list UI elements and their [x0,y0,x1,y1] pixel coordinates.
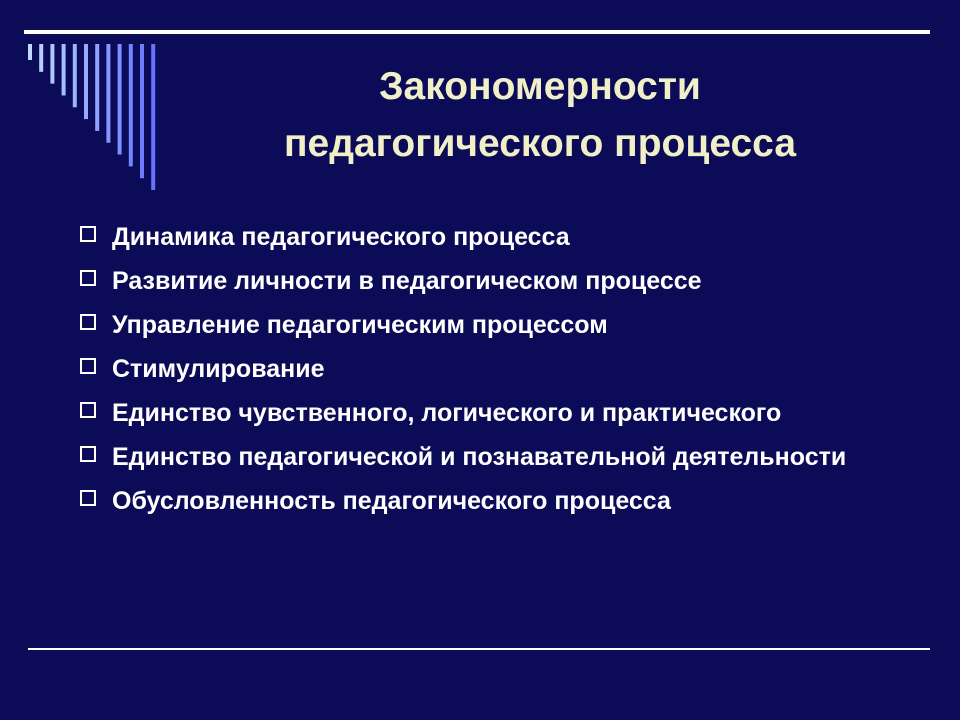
bullet-item [76,304,926,346]
decorative-stripe [129,44,133,166]
decorative-stripe [50,44,54,84]
decorative-stripe [106,44,110,143]
square-bullet-icon [80,226,96,242]
bullet-list [76,216,926,524]
square-bullet-icon [80,314,96,330]
bullet-text: Развитие личности в педагогическом процессе [112,267,702,295]
slide-title [150,58,930,172]
bullet-text: Динамика педагогического процесса [112,223,570,251]
bullet-text: Единство чувственного, логического и практического [112,399,782,427]
slide-title-line-1: Закономерности [379,65,701,108]
decorative-stripe [95,44,99,131]
bullet-item [76,216,926,258]
decorative-stripe [118,44,122,155]
bullet-text: Стимулирование [112,355,325,383]
bullet-item [76,436,926,478]
bullet-item [76,260,926,302]
decorative-stripe [39,44,43,72]
bullet-text: Единство педагогической и познавательной деятельности [112,443,847,471]
bullet-text: Управление педагогическим процессом [112,311,608,339]
decorative-stripes [0,0,160,200]
decorative-stripe [84,44,88,119]
square-bullet-icon [80,358,96,374]
bullet-text: Обусловленность педагогического процесса [112,487,671,515]
bottom-divider-line [28,648,930,650]
slide-title-line-2: педагогического процесса [283,122,797,165]
decorative-stripe [28,44,32,60]
decorative-stripe [62,44,66,95]
bullet-item [76,392,926,434]
decorative-stripe [73,44,77,107]
bullet-item [76,348,926,390]
square-bullet-icon [80,490,96,506]
bullet-item [76,480,926,522]
square-bullet-icon [80,402,96,418]
square-bullet-icon [80,446,96,462]
decorative-stripe [140,44,144,178]
square-bullet-icon [80,270,96,286]
